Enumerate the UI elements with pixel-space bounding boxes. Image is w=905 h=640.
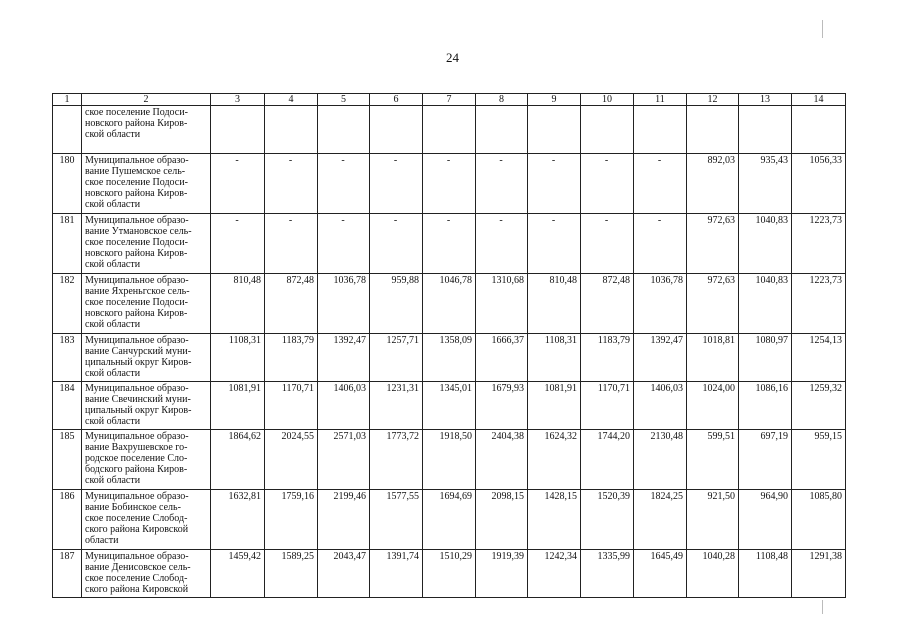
column-header-14: 14	[792, 94, 846, 106]
value-cell-col-3: 1632,81	[211, 490, 265, 550]
value-cell-col-12: 1040,28	[687, 550, 739, 598]
value-cell-col-3	[211, 106, 265, 154]
value-cell-col-10: 1170,71	[581, 382, 634, 430]
value-cell-col-14: 1223,73	[792, 274, 846, 334]
value-cell-col-7: 1510,29	[423, 550, 476, 598]
value-cell-col-6: -	[370, 154, 423, 214]
row-number: 182	[53, 274, 82, 334]
column-header-13: 13	[739, 94, 792, 106]
municipality-name: Муниципальное образо- вание Санчурский муни- ципальный округ Киров- ской области	[82, 334, 211, 382]
column-header-12: 12	[687, 94, 739, 106]
table-header	[53, 94, 846, 106]
value-cell-col-5: 1406,03	[318, 382, 370, 430]
value-cell-col-6: 1231,31	[370, 382, 423, 430]
value-cell-col-9: 1428,15	[528, 490, 581, 550]
value-cell-col-7: 1345,01	[423, 382, 476, 430]
table-row	[53, 430, 846, 490]
value-cell-col-5: 1392,47	[318, 334, 370, 382]
row-number: 180	[53, 154, 82, 214]
column-header-2: 2	[82, 94, 211, 106]
value-cell-col-7: 1918,50	[423, 430, 476, 490]
value-cell-col-4	[265, 106, 318, 154]
value-cell-col-7: -	[423, 214, 476, 274]
value-cell-col-13: 1080,97	[739, 334, 792, 382]
municipality-name: Муниципальное образо- вание Пушемское сель- ское поселение Подоси- новского района Киров- ской области	[82, 154, 211, 214]
table-row	[53, 154, 846, 214]
value-cell-col-4: 872,48	[265, 274, 318, 334]
value-cell-col-11: 1036,78	[634, 274, 687, 334]
table-row	[53, 214, 846, 274]
value-cell-col-4: 1170,71	[265, 382, 318, 430]
value-cell-col-14: 1254,13	[792, 334, 846, 382]
value-cell-col-11: 2130,48	[634, 430, 687, 490]
row-number: 185	[53, 430, 82, 490]
table-row	[53, 274, 846, 334]
municipality-name: Муниципальное образо- вание Свечинский муни- ципальный округ Киров- ской области	[82, 382, 211, 430]
tariff-table	[52, 93, 846, 598]
value-cell-col-5: 2043,47	[318, 550, 370, 598]
value-cell-col-13: 1086,16	[739, 382, 792, 430]
value-cell-col-6: 1773,72	[370, 430, 423, 490]
column-header-5: 5	[318, 94, 370, 106]
value-cell-col-10: 1183,79	[581, 334, 634, 382]
value-cell-col-8: 1666,37	[476, 334, 528, 382]
value-cell-col-3: 810,48	[211, 274, 265, 334]
value-cell-col-6: 1577,55	[370, 490, 423, 550]
value-cell-col-5	[318, 106, 370, 154]
value-cell-col-14	[792, 106, 846, 154]
column-header-9: 9	[528, 94, 581, 106]
value-cell-col-3: 1459,42	[211, 550, 265, 598]
value-cell-col-7: -	[423, 154, 476, 214]
value-cell-col-9: 1624,32	[528, 430, 581, 490]
header-row	[53, 94, 846, 106]
value-cell-col-9: 810,48	[528, 274, 581, 334]
column-header-3: 3	[211, 94, 265, 106]
value-cell-col-5: 1036,78	[318, 274, 370, 334]
municipality-name: Муниципальное образо- вание Утмановское сель- ское поселение Подоси- новского района Киров- ской области	[82, 214, 211, 274]
table-row	[53, 490, 846, 550]
value-cell-col-4: 1759,16	[265, 490, 318, 550]
value-cell-col-9: -	[528, 214, 581, 274]
value-cell-col-12	[687, 106, 739, 154]
value-cell-col-3: 1081,91	[211, 382, 265, 430]
municipality-name: Муниципальное образо- вание Вахрушевское го- родское поселение Сло- бодского района Киров- ской области	[82, 430, 211, 490]
row-number: 187	[53, 550, 82, 598]
value-cell-col-11: 1645,49	[634, 550, 687, 598]
value-cell-col-6: -	[370, 214, 423, 274]
column-header-6: 6	[370, 94, 423, 106]
value-cell-col-12: 892,03	[687, 154, 739, 214]
scan-mark	[822, 20, 823, 38]
value-cell-col-7: 1694,69	[423, 490, 476, 550]
value-cell-col-9: 1242,34	[528, 550, 581, 598]
column-header-4: 4	[265, 94, 318, 106]
value-cell-col-9: 1081,91	[528, 382, 581, 430]
value-cell-col-4: 2024,55	[265, 430, 318, 490]
value-cell-col-8: 2404,38	[476, 430, 528, 490]
value-cell-col-10: 1335,99	[581, 550, 634, 598]
value-cell-col-8: -	[476, 214, 528, 274]
value-cell-col-7	[423, 106, 476, 154]
municipality-name: Муниципальное образо- вание Яхреньгское сель- ское поселение Подоси- новского района Киров- ской области	[82, 274, 211, 334]
value-cell-col-4: 1589,25	[265, 550, 318, 598]
value-cell-col-13: 1108,48	[739, 550, 792, 598]
value-cell-col-13	[739, 106, 792, 154]
row-number: 183	[53, 334, 82, 382]
value-cell-col-11	[634, 106, 687, 154]
value-cell-col-10: 1744,20	[581, 430, 634, 490]
table-row	[53, 334, 846, 382]
column-header-7: 7	[423, 94, 476, 106]
value-cell-col-3: -	[211, 154, 265, 214]
table-row	[53, 106, 846, 154]
value-cell-col-14: 1056,33	[792, 154, 846, 214]
value-cell-col-9: -	[528, 154, 581, 214]
value-cell-col-8: 1919,39	[476, 550, 528, 598]
value-cell-col-13: 964,90	[739, 490, 792, 550]
value-cell-col-6: 1257,71	[370, 334, 423, 382]
value-cell-col-5: -	[318, 154, 370, 214]
row-number: 181	[53, 214, 82, 274]
value-cell-col-10: 1520,39	[581, 490, 634, 550]
column-header-11: 11	[634, 94, 687, 106]
tariff-table-container	[52, 93, 846, 598]
row-number: 184	[53, 382, 82, 430]
column-header-1: 1	[53, 94, 82, 106]
value-cell-col-5: -	[318, 214, 370, 274]
value-cell-col-11: 1392,47	[634, 334, 687, 382]
value-cell-col-3: -	[211, 214, 265, 274]
value-cell-col-7: 1046,78	[423, 274, 476, 334]
municipality-name: Муниципальное образо- вание Бобинское сель- ское поселение Слобод- ского района Кировской области	[82, 490, 211, 550]
value-cell-col-6: 1391,74	[370, 550, 423, 598]
value-cell-col-5: 2571,03	[318, 430, 370, 490]
value-cell-col-13: 1040,83	[739, 274, 792, 334]
value-cell-col-14: 1085,80	[792, 490, 846, 550]
value-cell-col-14: 959,15	[792, 430, 846, 490]
value-cell-col-13: 1040,83	[739, 214, 792, 274]
table-row	[53, 550, 846, 598]
value-cell-col-12: 972,63	[687, 214, 739, 274]
value-cell-col-10: 872,48	[581, 274, 634, 334]
value-cell-col-7: 1358,09	[423, 334, 476, 382]
value-cell-col-8: 2098,15	[476, 490, 528, 550]
value-cell-col-12: 1024,00	[687, 382, 739, 430]
value-cell-col-8	[476, 106, 528, 154]
municipality-name: Муниципальное образо- вание Денисовское сель- ское поселение Слобод- ского района Кировской	[82, 550, 211, 598]
value-cell-col-3: 1864,62	[211, 430, 265, 490]
value-cell-col-14: 1291,38	[792, 550, 846, 598]
value-cell-col-11: -	[634, 214, 687, 274]
value-cell-col-6	[370, 106, 423, 154]
value-cell-col-4: -	[265, 214, 318, 274]
value-cell-col-12: 972,63	[687, 274, 739, 334]
value-cell-col-3: 1108,31	[211, 334, 265, 382]
value-cell-col-12: 1018,81	[687, 334, 739, 382]
scan-mark	[822, 600, 823, 614]
value-cell-col-8: 1310,68	[476, 274, 528, 334]
value-cell-col-9	[528, 106, 581, 154]
table-row	[53, 382, 846, 430]
value-cell-col-4: 1183,79	[265, 334, 318, 382]
value-cell-col-11: 1406,03	[634, 382, 687, 430]
value-cell-col-5: 2199,46	[318, 490, 370, 550]
value-cell-col-14: 1223,73	[792, 214, 846, 274]
value-cell-col-14: 1259,32	[792, 382, 846, 430]
value-cell-col-6: 959,88	[370, 274, 423, 334]
value-cell-col-9: 1108,31	[528, 334, 581, 382]
value-cell-col-11: -	[634, 154, 687, 214]
value-cell-col-13: 935,43	[739, 154, 792, 214]
value-cell-col-10: -	[581, 214, 634, 274]
municipality-name: ское поселение Подоси- новского района Киров- ской области	[82, 106, 211, 154]
value-cell-col-10: -	[581, 154, 634, 214]
row-number	[53, 106, 82, 154]
value-cell-col-8: -	[476, 154, 528, 214]
value-cell-col-8: 1679,93	[476, 382, 528, 430]
page-number: 24	[446, 50, 459, 65]
value-cell-col-11: 1824,25	[634, 490, 687, 550]
value-cell-col-13: 697,19	[739, 430, 792, 490]
value-cell-col-12: 599,51	[687, 430, 739, 490]
value-cell-col-4: -	[265, 154, 318, 214]
column-header-10: 10	[581, 94, 634, 106]
row-number: 186	[53, 490, 82, 550]
value-cell-col-12: 921,50	[687, 490, 739, 550]
column-header-8: 8	[476, 94, 528, 106]
value-cell-col-10	[581, 106, 634, 154]
table-body	[53, 106, 846, 598]
